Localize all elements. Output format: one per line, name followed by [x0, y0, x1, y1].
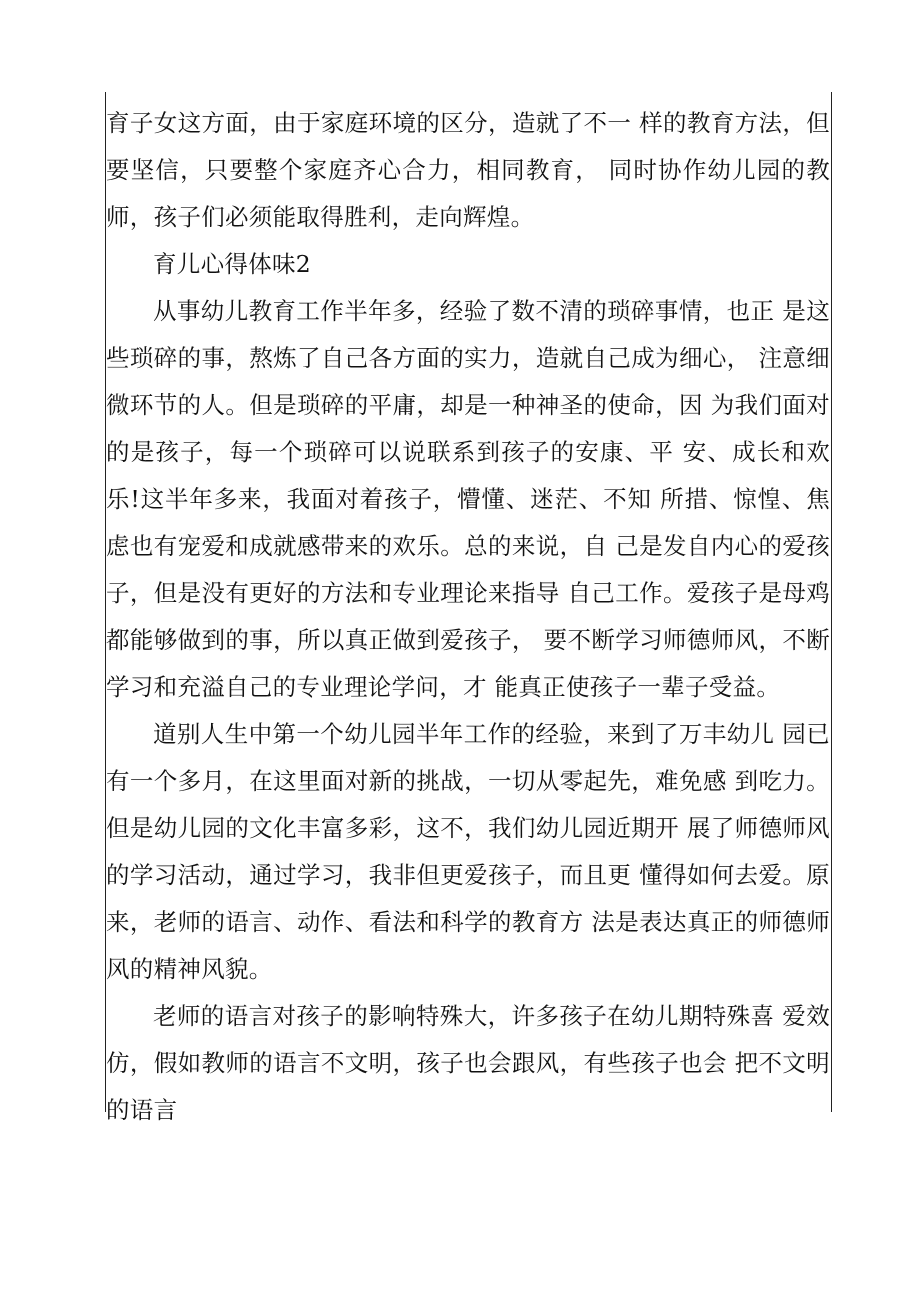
paragraph-1: 从事幼儿教育工作半年多，经验了数不清的琐碎事情，也正 是这些琐碎的事，熬炼了自己各方面的实力，造就自己成为细心， 注意细微环节的人。但是琐碎的平庸，却是一种神圣的使命，因 为我们面对的是孩子，每一个琐碎可以说联系到孩子的安康、平 安、成长和欢乐!这半年多来，我面对着孩子，懵懂、迷茫、不知 所措、惊惶、焦虑也有宠爱和成就感带来的欢乐。总的来说，自 己是发自内心的爱孩子，但是没有更好的方法和专业理论来指导 自己工作。爱孩子是母鸡都能够做到的事，所以真正做到爱孩子， 要不断学习师德师风，不断学习和充溢自己的专业理论学问，才 能真正使孩子一辈子受益。 — [106, 297, 830, 701]
document-body — [106, 100, 830, 1134]
paragraph-continuation: 育子女这方面，由于家庭环境的区分，造就了不一 样的教育方法，但要坚信，只要整个家庭齐心合力，相同教育， 同时协作幼儿园的教师，孩子们必须能取得胜利，走向辉煌。 — [106, 109, 830, 231]
section-heading: 育儿心得体味2 — [153, 250, 312, 278]
paragraph-2: 道别人生中第一个幼儿园半年工作的经验，来到了万丰幼儿 园已有一个多月，在这里面对新的挑战，一切从零起先，难免感 到吃力。但是幼儿园的文化丰富多彩，这不，我们幼儿园近期开 展了师德师风的学习活动，通过学习，我非但更爱孩子，而且更 懂得如何去爱。原来，老师的语言、动作、看法和科学的教育方 法是表达真正的师德师风的精神风貌。 — [106, 720, 830, 983]
paragraph-3: 老师的语言对孩子的影响特殊大，许多孩子在幼儿期特殊喜 爱效仿，假如教师的语言不文明，孩子也会跟风，有些孩子也会 把不文明的语言 — [106, 1002, 830, 1124]
